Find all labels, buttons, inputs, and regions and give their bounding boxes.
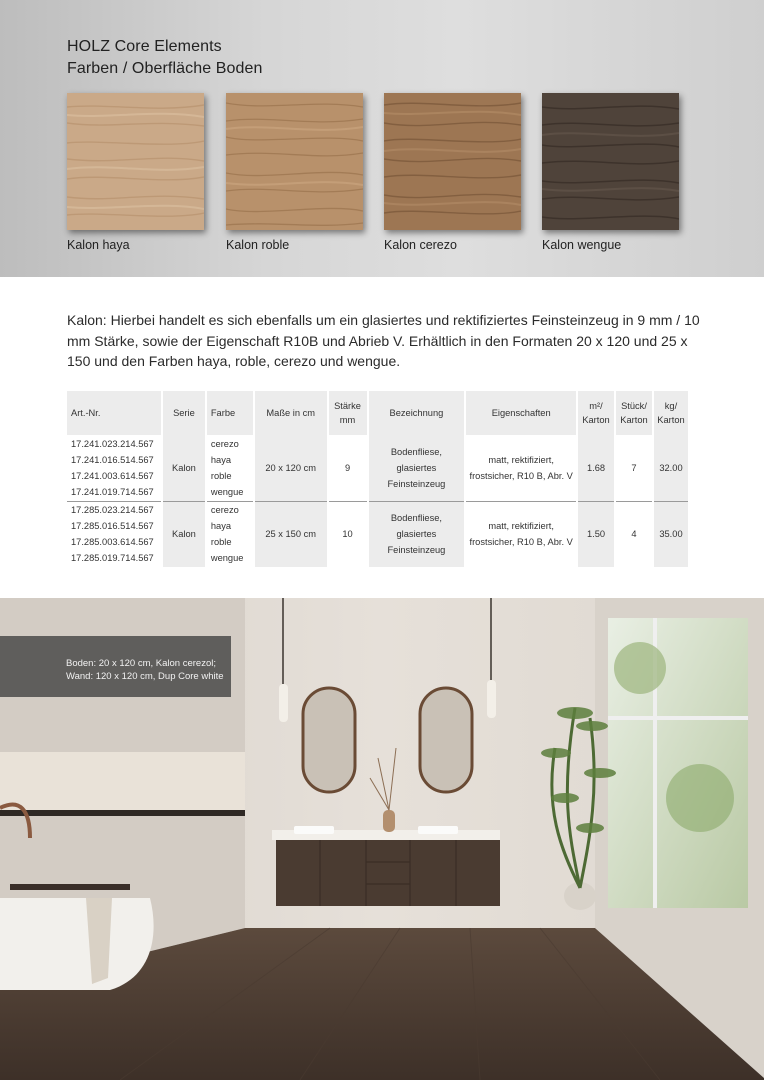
col-header-bezeichnung: Bezeichnung: [368, 391, 466, 435]
cell-bezeichnung: [368, 435, 466, 501]
swatch-label-haya: Kalon haya: [67, 238, 130, 252]
eigenschaften-line: frostsicher, R10 B, Abr. V: [469, 537, 573, 548]
cell-bezeichnung: [368, 501, 466, 567]
art-number: 17.285.003.614.567: [71, 537, 154, 548]
title-line-2: Farben / Oberfläche Boden: [67, 60, 263, 77]
cell-serie: Kalon: [162, 435, 206, 501]
swatch-label-wengue: Kalon wengue: [542, 238, 622, 252]
color-name: wengue: [210, 553, 244, 564]
eigenschaften-line: matt, rektifiziert,: [488, 521, 554, 532]
photo-caption: [66, 657, 224, 683]
color-name: wengue: [210, 486, 244, 497]
cell-serie: Kalon: [162, 501, 206, 567]
col-header-stueck-2: Karton: [620, 415, 648, 425]
color-name: haya: [210, 521, 232, 532]
swatch-kalon-haya: [67, 93, 204, 230]
col-header-art: Art.-Nr.: [67, 391, 162, 435]
cell-masse: 25 x 150 cm: [254, 501, 328, 567]
bezeichnung-line: Bodenfliese,: [390, 513, 442, 524]
col-header-staerke-2: mm: [339, 415, 356, 425]
product-description: Kalon: Hierbei handelt es sich ebenfalls um ein glasiertes und rektifiziertes Feinsteinzeug in 9 mm / 10 mm Stärke, sowie der Eigenschaft R10B und Abrieb V. Erhältlich in den Formaten 20 x 120 und 25 x 150 und den Farben haya, roble, cerezo und wengue.: [67, 312, 700, 369]
swatch-kalon-wengue: [542, 93, 679, 230]
art-number: 17.285.016.514.567: [71, 521, 154, 532]
swatch-label-cerezo: Kalon cerezo: [384, 238, 457, 252]
cell-m2: 1.68: [577, 435, 615, 501]
color-name: haya: [210, 454, 232, 465]
col-header-m2: [577, 391, 615, 435]
col-header-staerke: [328, 391, 368, 435]
eigenschaften-line: matt, rektifiziert,: [488, 454, 554, 465]
art-number: 17.285.019.714.567: [71, 553, 154, 564]
title-line-1: HOLZ Core Elements: [67, 38, 222, 55]
cell-kg: 32.00: [653, 435, 689, 501]
col-header-kg-2: Karton: [657, 415, 685, 425]
color-name: roble: [210, 470, 232, 481]
col-header-stueck-1: Stück/: [621, 401, 647, 411]
cell-eigenschaften: [465, 501, 577, 567]
swatch-label-roble: Kalon roble: [226, 238, 290, 252]
col-header-m2-2: Karton: [582, 415, 610, 425]
swatch-kalon-cerezo: [384, 93, 521, 230]
art-number: 17.241.023.214.567: [71, 438, 154, 449]
art-number: 17.241.016.514.567: [71, 454, 154, 465]
bezeichnung-line: Bodenfliese,: [390, 446, 442, 457]
col-header-serie: Serie: [162, 391, 206, 435]
table-row: [67, 435, 689, 501]
color-name: cerezo: [210, 505, 239, 516]
eigenschaften-line: frostsicher, R10 B, Abr. V: [469, 470, 573, 481]
swatch-kalon-roble: [226, 93, 363, 230]
art-number: 17.285.023.214.567: [71, 505, 154, 516]
bezeichnung-line: glasiertes: [396, 462, 437, 473]
cell-m2: 1.50: [577, 501, 615, 567]
caption-line-1: Boden: 20 x 120 cm, Kalon cerezol;: [66, 658, 216, 669]
col-header-kg: [653, 391, 689, 435]
cell-stueck: 7: [615, 435, 653, 501]
bezeichnung-line: glasiertes: [396, 529, 437, 540]
col-header-m2-1: m²/: [589, 401, 603, 411]
bezeichnung-line: Feinsteinzeug: [387, 478, 446, 489]
cell-stueck: 4: [615, 501, 653, 567]
col-header-masse: Maße in cm: [254, 391, 328, 435]
page-title: [67, 36, 263, 80]
cell-farbe: [206, 435, 254, 501]
spec-table: [67, 391, 690, 567]
art-number: 17.241.003.614.567: [71, 470, 154, 481]
bezeichnung-line: Feinsteinzeug: [387, 545, 446, 556]
col-header-eigenschaften: Eigenschaften: [465, 391, 577, 435]
col-header-kg-1: kg/: [664, 401, 678, 411]
cell-art-numbers: [67, 501, 162, 567]
table-header-row: [67, 391, 689, 435]
cell-farbe: [206, 501, 254, 567]
color-name: cerezo: [210, 438, 239, 449]
col-header-stueck: [615, 391, 653, 435]
cell-kg: 35.00: [653, 501, 689, 567]
art-number: 17.241.019.714.567: [71, 486, 154, 497]
cell-art-numbers: [67, 435, 162, 501]
table-row: [67, 501, 689, 567]
caption-line-2: Wand: 120 x 120 cm, Dup Core white: [66, 671, 224, 682]
cell-staerke: 10: [328, 501, 368, 567]
color-name: roble: [210, 537, 232, 548]
cell-masse: 20 x 120 cm: [254, 435, 328, 501]
cell-staerke: 9: [328, 435, 368, 501]
col-header-staerke-1: Stärke: [334, 401, 361, 411]
cell-eigenschaften: [465, 435, 577, 501]
col-header-farbe: Farbe: [206, 391, 254, 435]
